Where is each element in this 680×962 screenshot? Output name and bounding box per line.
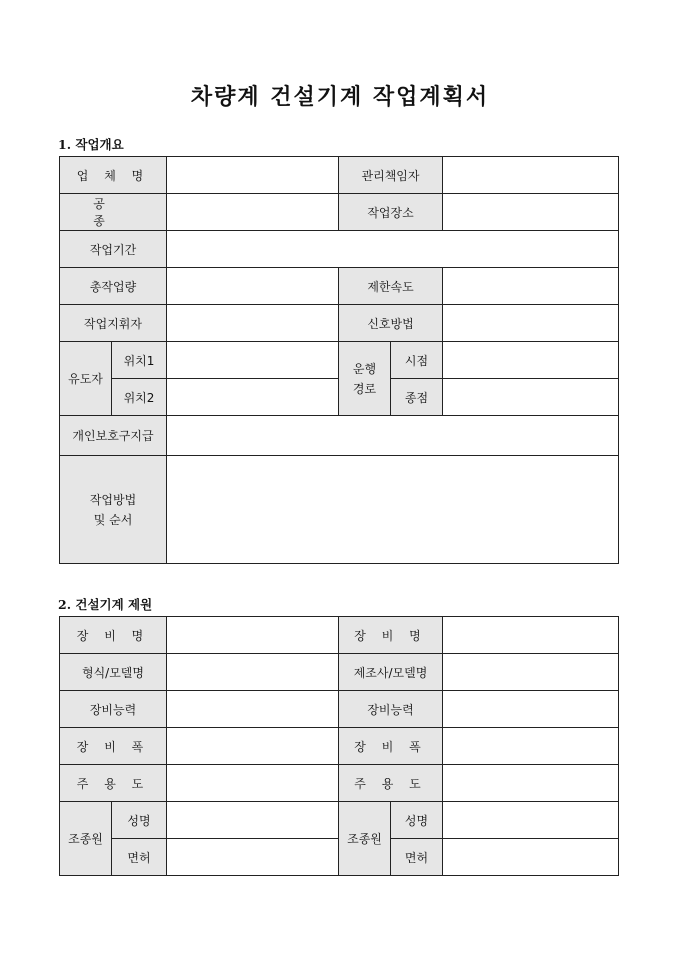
table-row bbox=[60, 342, 619, 379]
width-label-2: 장 비 폭 bbox=[339, 728, 443, 765]
work-overview-table bbox=[59, 156, 619, 564]
width-field[interactable] bbox=[167, 728, 339, 765]
license-label: 면허 bbox=[112, 839, 167, 876]
work-place-field[interactable] bbox=[443, 194, 619, 231]
signal-method-field[interactable] bbox=[443, 305, 619, 342]
end-point-field[interactable] bbox=[443, 379, 619, 416]
speed-limit-label: 제한속도 bbox=[339, 268, 443, 305]
table-row bbox=[60, 691, 619, 728]
table-row bbox=[60, 802, 619, 839]
position1-field[interactable] bbox=[167, 342, 339, 379]
model-label: 형식/모델명 bbox=[60, 654, 167, 691]
table-row bbox=[60, 194, 619, 231]
work-type-label: 공 종 bbox=[60, 194, 167, 231]
table-row bbox=[60, 157, 619, 194]
table-row bbox=[60, 231, 619, 268]
document-title: 차량계 건설기계 작업계획서 bbox=[190, 84, 490, 110]
work-period-label: 작업기간 bbox=[60, 231, 167, 268]
capacity-field-2[interactable] bbox=[443, 691, 619, 728]
signal-method-label: 신호방법 bbox=[339, 305, 443, 342]
commander-label: 작업지휘자 bbox=[60, 305, 167, 342]
main-use-field-2[interactable] bbox=[443, 765, 619, 802]
table-row bbox=[60, 654, 619, 691]
ppe-field[interactable] bbox=[167, 416, 619, 456]
operator-name-label-2: 성명 bbox=[391, 802, 443, 839]
main-use-label: 주 용 도 bbox=[60, 765, 167, 802]
operator-label-2: 조종원 bbox=[339, 802, 391, 876]
width-field-2[interactable] bbox=[443, 728, 619, 765]
maker-model-field[interactable] bbox=[443, 654, 619, 691]
position2-label: 위치2 bbox=[112, 379, 167, 416]
capacity-label: 장비능력 bbox=[60, 691, 167, 728]
work-type-field[interactable] bbox=[167, 194, 339, 231]
capacity-field[interactable] bbox=[167, 691, 339, 728]
table-row bbox=[60, 305, 619, 342]
end-point-label: 종점 bbox=[391, 379, 443, 416]
total-work-field[interactable] bbox=[167, 268, 339, 305]
ppe-label: 개인보호구지급 bbox=[60, 416, 167, 456]
company-name-field[interactable] bbox=[167, 157, 339, 194]
work-method-label: 작업방법 및 순서 bbox=[60, 456, 167, 564]
width-label: 장 비 폭 bbox=[60, 728, 167, 765]
guide-label: 유도자 bbox=[60, 342, 112, 416]
table-row bbox=[60, 268, 619, 305]
model-field[interactable] bbox=[167, 654, 339, 691]
route-label: 운행 경로 bbox=[339, 342, 391, 416]
commander-field[interactable] bbox=[167, 305, 339, 342]
position1-label: 위치1 bbox=[112, 342, 167, 379]
equipment-spec-table bbox=[59, 616, 619, 876]
section-1-heading: 1. 작업개요 bbox=[58, 137, 124, 152]
table-row bbox=[60, 728, 619, 765]
operator-name-field[interactable] bbox=[167, 802, 339, 839]
capacity-label-2: 장비능력 bbox=[339, 691, 443, 728]
speed-limit-field[interactable] bbox=[443, 268, 619, 305]
main-use-label-2: 주 용 도 bbox=[339, 765, 443, 802]
license-label-2: 면허 bbox=[391, 839, 443, 876]
license-field[interactable] bbox=[167, 839, 339, 876]
table-row bbox=[60, 617, 619, 654]
equip-name-field-2[interactable] bbox=[443, 617, 619, 654]
maker-model-label: 제조사/모델명 bbox=[339, 654, 443, 691]
operator-name-field-2[interactable] bbox=[443, 802, 619, 839]
equip-name-label: 장 비 명 bbox=[60, 617, 167, 654]
manager-label: 관리책임자 bbox=[339, 157, 443, 194]
work-method-field[interactable] bbox=[167, 456, 619, 564]
equip-name-label-2: 장 비 명 bbox=[339, 617, 443, 654]
operator-name-label: 성명 bbox=[112, 802, 167, 839]
total-work-label: 총작업량 bbox=[60, 268, 167, 305]
start-point-field[interactable] bbox=[443, 342, 619, 379]
equip-name-field[interactable] bbox=[167, 617, 339, 654]
company-name-label: 업 체 명 bbox=[60, 157, 167, 194]
license-field-2[interactable] bbox=[443, 839, 619, 876]
main-use-field[interactable] bbox=[167, 765, 339, 802]
table-row bbox=[60, 765, 619, 802]
table-row bbox=[60, 416, 619, 456]
work-place-label: 작업장소 bbox=[339, 194, 443, 231]
start-point-label: 시점 bbox=[391, 342, 443, 379]
work-period-field[interactable] bbox=[167, 231, 619, 268]
manager-field[interactable] bbox=[443, 157, 619, 194]
operator-label: 조종원 bbox=[60, 802, 112, 876]
position2-field[interactable] bbox=[167, 379, 339, 416]
section-2-heading: 2. 건설기계 제원 bbox=[58, 597, 153, 612]
table-row bbox=[60, 456, 619, 564]
